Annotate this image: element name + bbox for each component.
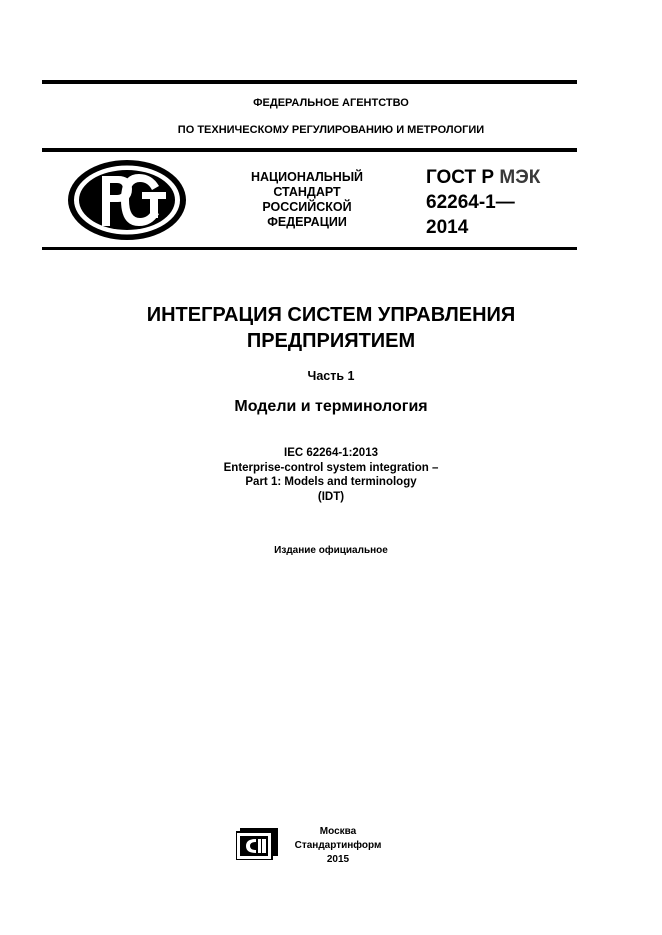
designation-prefix: ГОСТ Р <box>426 167 495 188</box>
iec-reference <box>0 446 662 504</box>
iec-line-1: IEC 62264-1:2013 <box>284 447 378 459</box>
publisher-name: Стандартинформ <box>294 840 382 851</box>
publisher-block <box>288 825 388 867</box>
page-title-line-2: ПРЕДПРИЯТИЕМ <box>246 330 416 352</box>
iec-line-4: (IDT) <box>317 490 345 503</box>
designation-line-1 <box>426 165 540 190</box>
iec-line-3: Part 1: Models and terminology <box>245 476 417 488</box>
rst-logo-icon <box>66 158 188 242</box>
standard-designation <box>426 165 540 240</box>
publisher-city: Москва <box>319 826 357 837</box>
edition-label: Издание официальное <box>274 545 388 556</box>
top-rule <box>42 80 577 84</box>
natstd-line-3: РОССИЙСКОЙ <box>262 200 352 214</box>
agency-line-2: ПО ТЕХНИЧЕСКОМУ РЕГУЛИРОВАНИЮ И МЕТРОЛОГИИ <box>177 124 485 136</box>
natstd-line-2: СТАНДАРТ <box>273 185 341 199</box>
national-standard-block <box>232 170 382 230</box>
designation-mek: МЭК <box>499 167 541 188</box>
header-rule <box>42 148 577 152</box>
designation-year: 2014 <box>426 217 469 238</box>
subtitle: Модели и терминология <box>234 398 428 415</box>
agency-line-1: ФЕДЕРАЛЬНОЕ АГЕНТСТВО <box>253 97 409 109</box>
rst-logo <box>66 158 188 242</box>
designation-number: 62264-1— <box>426 192 515 213</box>
publisher-year: 2015 <box>326 854 350 865</box>
bottom-header-rule <box>42 247 577 250</box>
standartinform-logo-icon <box>236 826 280 860</box>
publisher-logo <box>236 826 280 860</box>
page-title-line-1: ИНТЕГРАЦИЯ СИСТЕМ УПРАВЛЕНИЯ <box>146 304 516 326</box>
iec-line-2: Enterprise-control system integration – <box>223 461 439 474</box>
part-label: Часть 1 <box>307 369 355 383</box>
natstd-line-4: ФЕДЕРАЦИИ <box>267 215 347 229</box>
natstd-line-1: НАЦИОНАЛЬНЫЙ <box>250 170 364 184</box>
